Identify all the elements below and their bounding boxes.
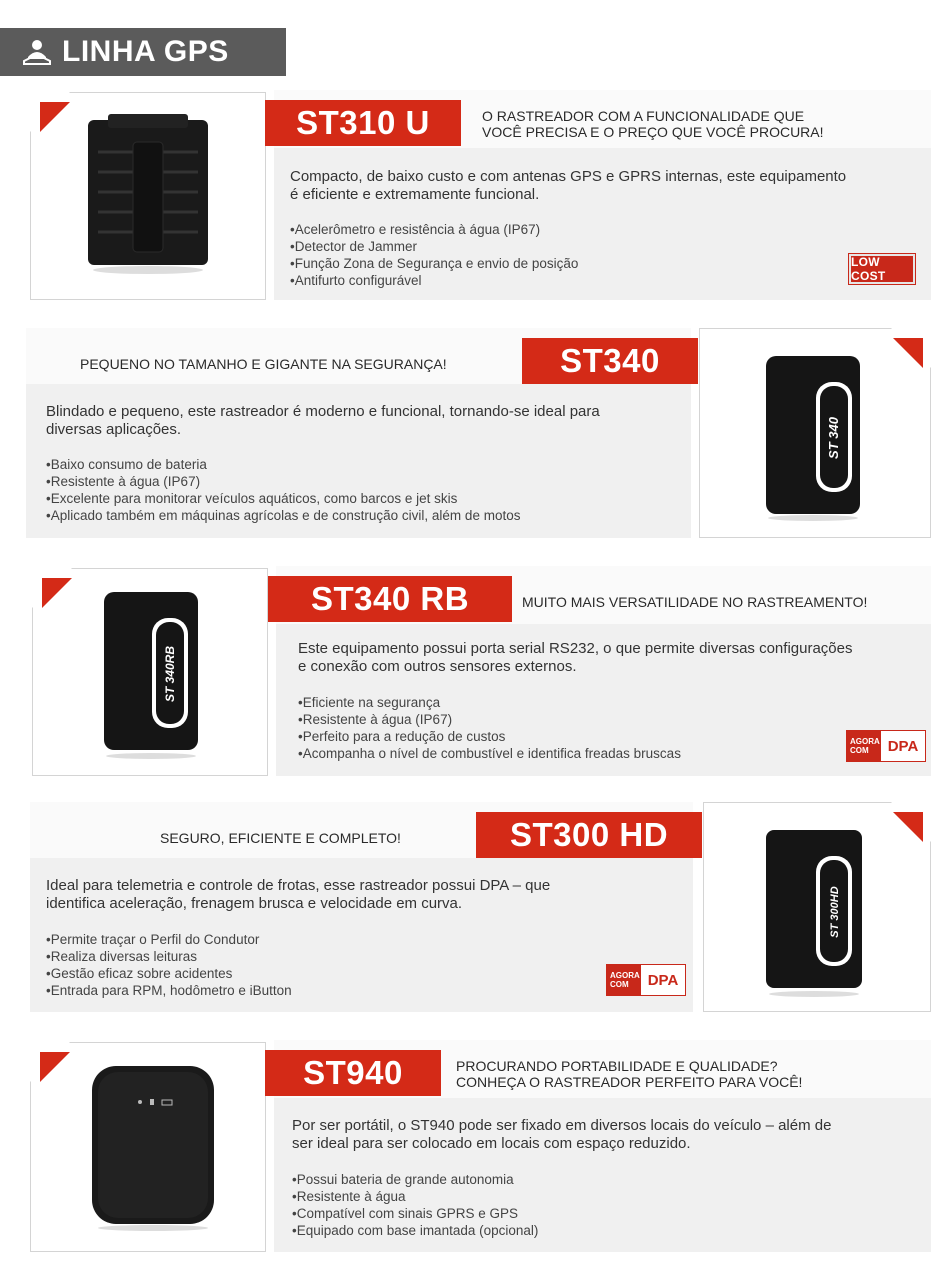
device-label: ST 340RB bbox=[163, 645, 177, 703]
product-description: Este equipamento possui porta serial RS232, o que permite diversas configurações e conexão com outros sensores externos. bbox=[298, 640, 853, 675]
corner-accent bbox=[40, 102, 70, 132]
product-tagline: MUITO MAIS VERSATILIDADE NO RASTREAMENTO! bbox=[522, 594, 868, 610]
product-description: Ideal para telemetria e controle de frotas, esse rastreador possui DPA – que identifica aceleração, frenagem brusca e velocidade em curva. bbox=[46, 877, 551, 912]
list-item: • Equipado com base imantada (opcional) bbox=[292, 1222, 812, 1239]
product-tagline: PEQUENO NO TAMANHO E GIGANTE NA SEGURANÇA! bbox=[80, 356, 447, 372]
list-item: • Acompanha o nível de combustível e identifica freadas bruscas bbox=[298, 745, 818, 762]
product-st940 bbox=[0, 1040, 931, 1254]
feature-list bbox=[298, 694, 818, 762]
corner-accent bbox=[893, 812, 923, 842]
list-item: • Resistente à água bbox=[292, 1188, 812, 1205]
list-item: • Perfeito para a redução de custos bbox=[298, 728, 818, 745]
device-st300hd-image bbox=[760, 826, 868, 998]
model-badge: ST310 U bbox=[265, 100, 461, 146]
product-tagline: O RASTREADOR COM A FUNCIONALIDADE QUE VOCÊ PRECISA E O PREÇO QUE VOCÊ PROCURA! bbox=[482, 108, 824, 140]
section-header bbox=[0, 28, 286, 76]
model-badge: ST940 bbox=[265, 1050, 441, 1096]
device-st340-image bbox=[758, 352, 868, 522]
list-item: • Antifurto configurável bbox=[290, 272, 810, 289]
list-item: • Baixo consumo de bateria bbox=[46, 456, 686, 473]
product-description: Compacto, de baixo custo e com antenas GPS e GPRS internas, este equipamento é eficiente e extremamente funcional. bbox=[290, 168, 847, 203]
feature-list bbox=[292, 1171, 812, 1239]
corner-accent bbox=[42, 578, 72, 608]
product-st340rb bbox=[0, 566, 931, 778]
device-label: ST 300HD bbox=[829, 886, 841, 938]
list-item: • Realiza diversas leituras bbox=[46, 948, 586, 965]
low-cost-badge: LOW COST bbox=[849, 254, 915, 284]
device-st940-image bbox=[88, 1062, 218, 1232]
list-item: • Detector de Jammer bbox=[290, 238, 810, 255]
model-badge: ST340 bbox=[522, 338, 698, 384]
list-item: • Entrada para RPM, hodômetro e iButton bbox=[46, 982, 586, 999]
corner-accent bbox=[40, 1052, 70, 1082]
device-st340rb-image bbox=[98, 588, 204, 760]
product-st340 bbox=[0, 328, 931, 540]
product-description: Blindado e pequeno, este rastreador é moderno e funcional, tornando-se ideal para diversas aplicações. bbox=[46, 403, 600, 438]
list-item: • Gestão eficaz sobre acidentes bbox=[46, 965, 586, 982]
feature-list bbox=[46, 931, 586, 999]
list-item: • Permite traçar o Perfil do Condutor bbox=[46, 931, 586, 948]
product-tagline: PROCURANDO PORTABILIDADE E QUALIDADE? CONHEÇA O RASTREADOR PERFEITO PARA VOCÊ! bbox=[456, 1058, 803, 1090]
product-st310u bbox=[0, 90, 931, 302]
map-pin-person-icon bbox=[22, 37, 52, 67]
list-item: • Possui bateria de grande autonomia bbox=[292, 1171, 812, 1188]
product-st300hd bbox=[0, 802, 931, 1014]
corner-accent bbox=[893, 338, 923, 368]
list-item: • Resistente à água (IP67) bbox=[46, 473, 686, 490]
list-item: • Eficiente na segurança bbox=[298, 694, 818, 711]
product-tagline: SEGURO, EFICIENTE E COMPLETO! bbox=[160, 830, 401, 846]
list-item: • Acelerômetro e resistência à água (IP67) bbox=[290, 221, 810, 238]
device-label: ST 340 bbox=[826, 417, 841, 459]
header-title: LINHA GPS bbox=[62, 35, 229, 68]
product-description: Por ser portátil, o ST940 pode ser fixado em diversos locais do veículo – além de ser ideal para ser colocado em locais com espaço reduzido. bbox=[292, 1117, 832, 1152]
list-item: • Aplicado também em máquinas agrícolas e de construção civil, além de motos bbox=[46, 507, 686, 524]
model-badge: ST300 HD bbox=[476, 812, 702, 858]
feature-list bbox=[46, 456, 686, 524]
list-item: • Função Zona de Segurança e envio de posição bbox=[290, 255, 810, 272]
feature-list bbox=[290, 221, 810, 289]
list-item: • Compatível com sinais GPRS e GPS bbox=[292, 1205, 812, 1222]
list-item: • Excelente para monitorar veículos aquáticos, como barcos e jet skis bbox=[46, 490, 686, 507]
dpa-badge: AGORA COM DPA bbox=[846, 730, 926, 762]
model-badge: ST340 RB bbox=[268, 576, 512, 622]
device-st310u-image bbox=[78, 112, 218, 277]
list-item: • Resistente à água (IP67) bbox=[298, 711, 818, 728]
dpa-badge: AGORA COM DPA bbox=[606, 964, 686, 996]
